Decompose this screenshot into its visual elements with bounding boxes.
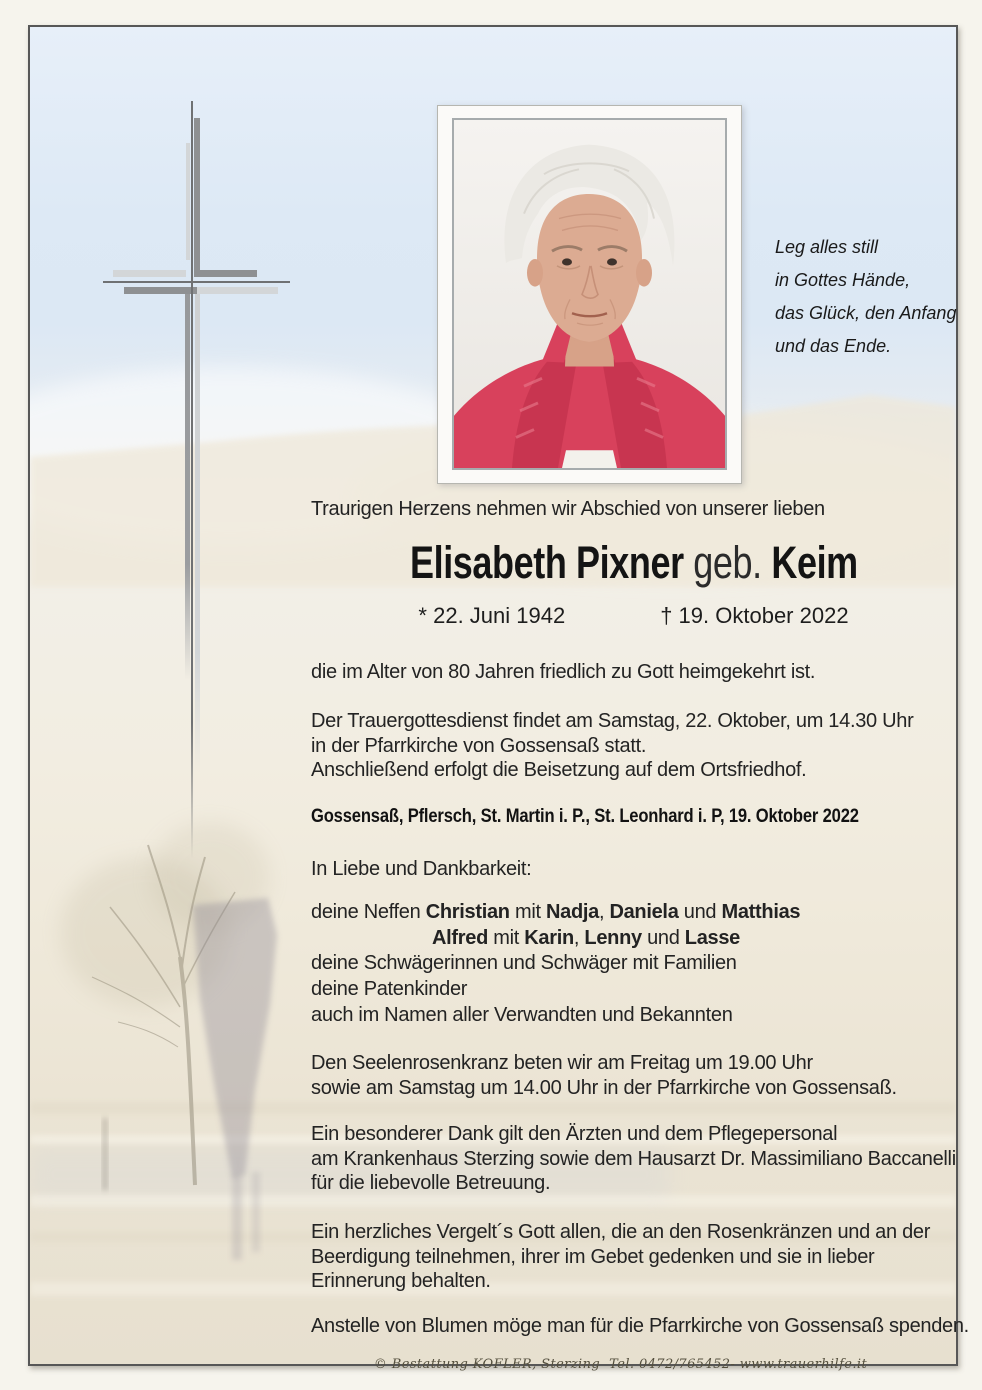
birth-date: * 22. Juni 1942 xyxy=(418,603,566,628)
paragraph-flowers: Anstelle von Blumen möge man für die Pfarrkirche von Gossensaß spenden. xyxy=(311,1315,969,1337)
paragraph-age: die im Alter von 80 Jahren friedlich zu Gott heimgekehrt ist. xyxy=(311,661,816,683)
deceased-name-line xyxy=(311,537,956,589)
cross-bar-gray-lower xyxy=(185,294,190,680)
paragraph-thanks xyxy=(311,1122,956,1196)
life-dates xyxy=(311,603,956,629)
cross-arm-gray xyxy=(200,270,257,277)
cross-arm-light-left xyxy=(113,270,186,277)
thanks-line: für die liebevolle Betreuung. xyxy=(311,1172,551,1194)
cross-line-horizontal xyxy=(103,281,290,283)
cross-arm-light-right xyxy=(197,287,278,294)
service-line: Anschließend erfolgt die Beisetzung auf dem Ortsfriedhof. xyxy=(311,759,807,781)
rosary-line: sowie am Samstag um 14.00 Uhr in der Pfarrkirche von Gossensaß. xyxy=(311,1076,897,1099)
service-line: in der Pfarrkirche von Gossensaß statt. xyxy=(311,734,647,757)
quote-line: Leg alles still xyxy=(775,237,879,257)
paragraph-service xyxy=(311,709,913,783)
cross-arm-gray-left xyxy=(124,287,197,294)
family-relatives xyxy=(311,950,737,1028)
family-connector: mit xyxy=(509,901,546,923)
thanks-line: am Krankenhaus Sterzing sowie dem Hausarzt Dr. Massimiliano Baccanelli xyxy=(311,1147,956,1170)
paragraph-vergelt xyxy=(311,1220,930,1294)
service-line: Der Trauergottesdienst findet am Samstag, 22. Oktober, um 14.30 Uhr xyxy=(311,710,914,732)
gratitude-heading: In Liebe und Dankbarkeit: xyxy=(311,858,532,880)
cross-bar-gray-upper xyxy=(194,118,200,277)
memorial-card xyxy=(28,25,969,1372)
paragraph-rosary xyxy=(311,1051,897,1100)
nephews-prefix: deine Neffen xyxy=(311,901,426,923)
cross-line-vertical xyxy=(191,101,193,859)
family-connector: , xyxy=(573,927,585,949)
portrait-illustration xyxy=(454,120,725,468)
maiden-name: Keim xyxy=(770,537,858,588)
nephews-line-2 xyxy=(311,925,800,951)
places-date-line: Gossensaß, Pflersch, St. Martin i. P., St. Leonhard i. P, 19. Oktober 2022 xyxy=(311,805,859,827)
family-name: Alfred xyxy=(432,927,488,949)
thanks-line: Ein besonderer Dank gilt den Ärzten und dem Pflegepersonal xyxy=(311,1123,838,1145)
family-name: Nadja xyxy=(545,901,599,923)
vergelt-line: Erinnerung behalten. xyxy=(311,1270,491,1292)
funeral-home-credit: © Bestattung KOFLER, Sterzing Tel. 0472/765452- www.trauerhilfe.it xyxy=(373,1357,868,1372)
family-connector: mit xyxy=(487,927,525,949)
memorial-quote xyxy=(775,231,982,363)
relatives-line: deine Patenkinder xyxy=(311,978,468,1000)
nephews-line-1 xyxy=(311,899,800,925)
quote-line: das Glück, den Anfang xyxy=(775,303,957,323)
family-name: Lasse xyxy=(684,927,741,949)
portrait-photo xyxy=(452,118,727,470)
family-name: Lenny xyxy=(584,927,642,949)
death-date: † 19. Oktober 2022 xyxy=(660,603,849,628)
rosary-line: Den Seelenrosenkranz beten wir am Freitag um 19.00 Uhr xyxy=(311,1052,813,1074)
vergelt-line: Ein herzliches Vergelt´s Gott allen, die an den Rosenkränzen und an der xyxy=(311,1221,931,1243)
family-name: Matthias xyxy=(721,901,801,923)
quote-line: und das Ende. xyxy=(775,336,892,356)
family-connector: und xyxy=(678,901,722,923)
family-nephews xyxy=(311,899,800,951)
family-connector: , xyxy=(598,901,610,923)
family-name: Christian xyxy=(425,901,510,923)
name-geb-label: geb. xyxy=(683,537,771,588)
cross-bar-light-upper xyxy=(186,143,190,260)
family-name: Daniela xyxy=(609,901,679,923)
family-name: Karin xyxy=(524,927,574,949)
intro-line: Traurigen Herzens nehmen wir Abschied von unserer lieben xyxy=(311,498,825,520)
vergelt-line: Beerdigung teilnehmen, ihrer im Gebet gedenken und sie in lieber xyxy=(311,1245,875,1268)
relatives-line: deine Schwägerinnen und Schwäger mit Familien xyxy=(311,952,737,974)
portrait-photo-frame xyxy=(437,105,742,484)
family-connector: und xyxy=(641,927,685,949)
relatives-line: auch im Namen aller Verwandten und Bekannten xyxy=(311,1004,733,1026)
deceased-name: Elisabeth Pixner xyxy=(409,537,684,588)
quote-line: in Gottes Hände, xyxy=(775,270,911,290)
cross-bar-light-lower xyxy=(195,294,200,772)
